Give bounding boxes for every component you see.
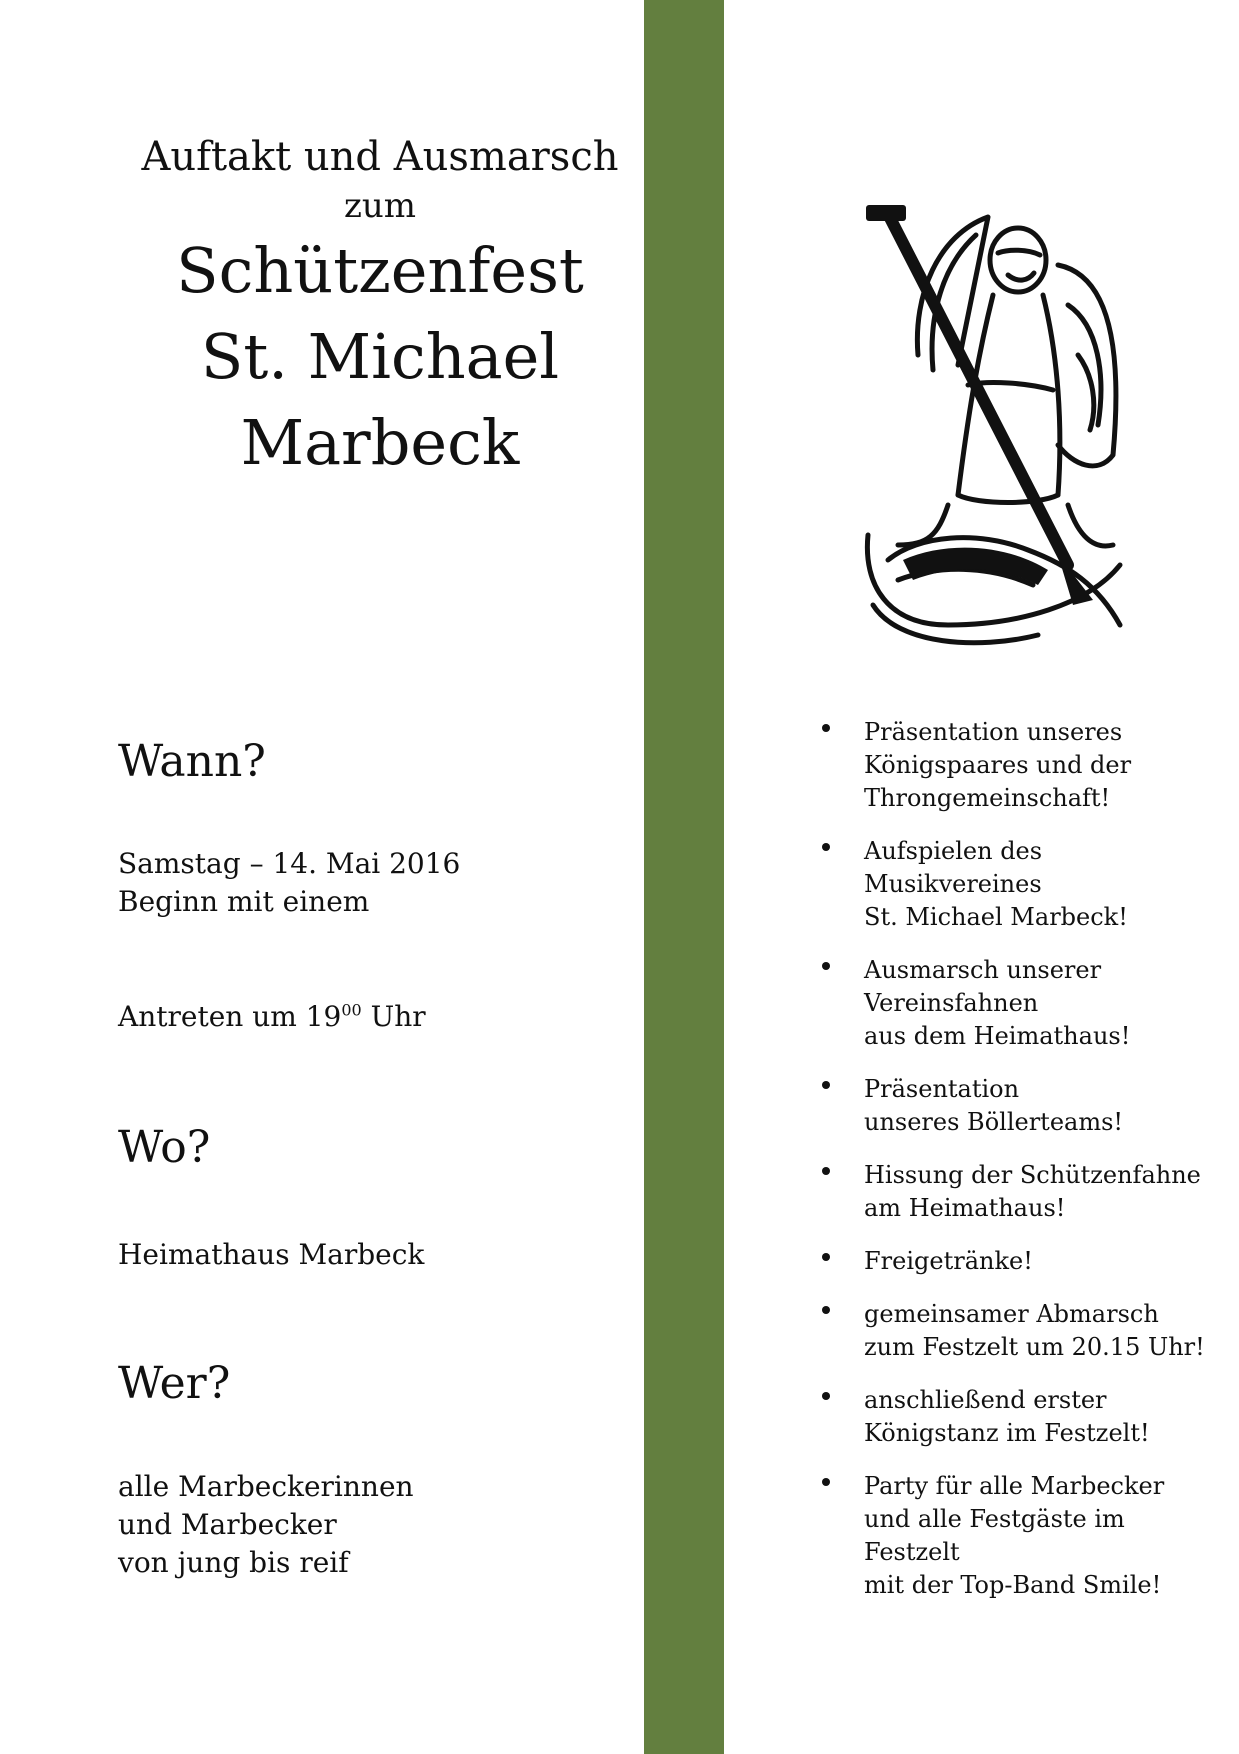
list-item [822,1384,1222,1450]
title-line-zum: zum [343,186,417,226]
wann-time-sup: 00 [341,1000,362,1020]
list-item [822,1073,1222,1139]
wann-start: Beginn mit einem [118,885,370,918]
list-item-line: unseres Böllerteams! [864,1108,1124,1136]
list-item-line: St. Michael Marbeck! [864,903,1128,931]
archangel-michael-slaying-dragon-icon [858,205,1130,655]
title-line-schuetzenfest: Schützenfest [176,234,584,307]
list-item-line: am Heimathaus! [864,1194,1066,1222]
wo-place: Heimathaus Marbeck [118,1238,425,1271]
wann-time-suffix: Uhr [361,1000,426,1033]
green-vertical-bar [644,0,724,1754]
list-item-line: Party für alle Marbecker [864,1472,1165,1500]
list-item-line: Präsentation [864,1075,1020,1103]
list-item-line: Ausmarsch unserer [864,956,1102,984]
list-item [822,1470,1222,1602]
list-item-line: Vereinsfahnen [864,989,1039,1017]
list-item-line: mit der Top-Band Smile! [864,1571,1162,1599]
list-item [822,835,1222,934]
list-item [822,1245,1222,1278]
list-item-line: anschließend erster [864,1386,1107,1414]
list-item [822,716,1222,815]
wann-time [118,998,426,1036]
list-item [822,954,1222,1053]
list-item [822,1298,1222,1364]
wer-line: und Marbecker [118,1508,337,1541]
list-item-line: Hissung der Schützenfahne [864,1161,1201,1189]
title-line-st-michael: St. Michael [200,320,560,393]
title-block [120,130,640,486]
wer-text [118,1468,414,1582]
program-list [822,716,1222,1622]
list-item-line: Präsentation unseres [864,718,1123,746]
list-item-line: Königstanz im Festzelt! [864,1419,1150,1447]
list-item-line: Throngemeinschaft! [864,784,1111,812]
heading-wo: Wo? [118,1122,211,1173]
title-line-marbeck: Marbeck [240,406,520,479]
wer-line: alle Marbeckerinnen [118,1470,414,1503]
list-item-line: Königspaares und der [864,751,1132,779]
list-item-line: zum Festzelt um 20.15 Uhr! [864,1333,1205,1361]
list-item-line: aus dem Heimathaus! [864,1022,1131,1050]
wer-line: von jung bis reif [118,1546,349,1579]
list-item-line: und alle Festgäste im Festzelt [864,1505,1125,1566]
list-item-line: Musikvereines [864,870,1042,898]
list-item-line: gemeinsamer Abmarsch [864,1300,1159,1328]
heading-wann: Wann? [118,736,266,787]
wann-date: Samstag – 14. Mai 2016 [118,847,461,880]
wann-time-prefix: Antreten um 19 [118,1000,342,1033]
list-item [822,1159,1222,1225]
title-line-auftakt: Auftakt und Ausmarsch [141,134,619,180]
list-item-line: Aufspielen des [864,837,1043,865]
list-item-line: Freigetränke! [864,1247,1033,1275]
heading-wer: Wer? [118,1358,231,1409]
